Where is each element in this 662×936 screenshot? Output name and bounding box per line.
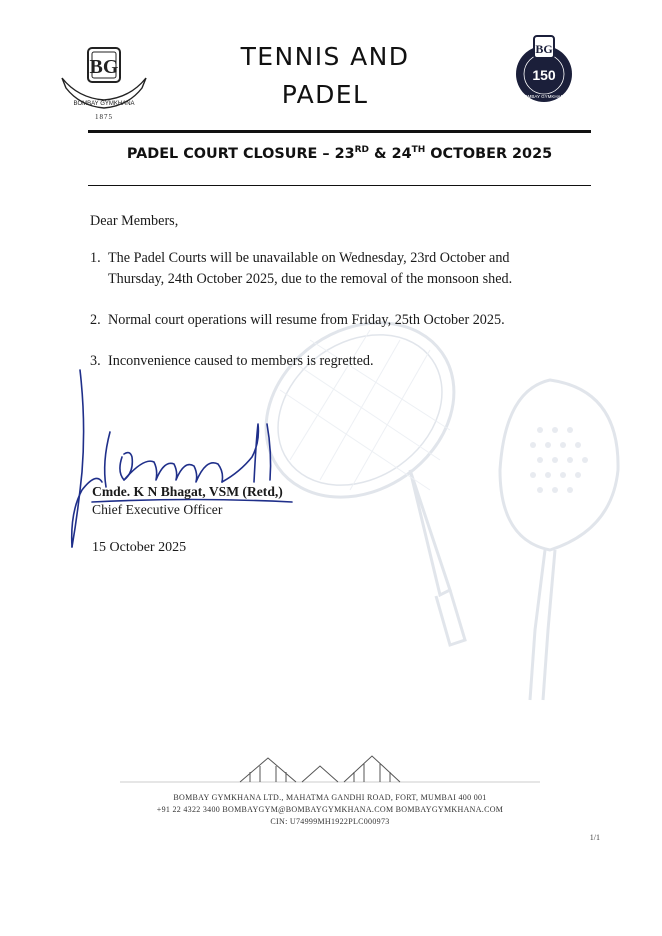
list-item [90, 310, 530, 331]
list-item-text: Inconvenience caused to members is regretted. [108, 353, 374, 369]
svg-text:BG: BG [535, 42, 553, 56]
list-item-number: 1. [90, 250, 101, 266]
title-line-1: TENNIS AND [240, 42, 410, 71]
subject-divider [88, 185, 591, 186]
salutation: Dear Members, [90, 213, 179, 229]
list-item-text: Normal court operations will resume from Friday, 25th October 2025. [108, 312, 505, 328]
footer-address: BOMBAY GYMKHANA LTD., MAHATMA GANDHI ROAD, FORT, MUMBAI 400 001 [173, 793, 487, 802]
crest-ribbon-text: BOMBAY GYMKHANA [73, 101, 135, 107]
list-item [90, 248, 530, 290]
page-title [205, 38, 445, 114]
page-number: 1/1 [589, 833, 600, 842]
title-line-2: PADEL [281, 80, 369, 109]
list-item-text: The Padel Courts will be unavailable on Wednesday, 23rd October and Thursday, 24th October 2025, due to the removal of the monsoon shed. [108, 250, 513, 287]
header-divider-thick [88, 130, 591, 133]
svg-text:BG: BG [89, 56, 119, 78]
footer-cin: CIN: U74999MH1922PLC000973 [270, 817, 390, 826]
footer-block [110, 792, 550, 828]
signatory-title: Chief Executive Officer [92, 502, 223, 517]
emblem-number: 150 [532, 67, 556, 83]
pavilion-roofline-icon [120, 752, 540, 786]
notice-list [90, 248, 530, 372]
150-years-emblem-icon [498, 34, 590, 106]
signatory-name: Cmde. K N Bhagat, VSM (Retd,) [92, 484, 283, 499]
handwritten-signature-icon [62, 362, 302, 562]
list-item-number: 2. [90, 312, 101, 328]
footer-contact: +91 22 4322 3400 BOMBAYGYM@BOMBAYGYMKHANA.COM BOMBAYGYMKHANA.COM [156, 805, 504, 814]
crest-year: 1875 [95, 113, 113, 121]
emblem-ring-text: BOMBAY GYMKHANA [521, 94, 567, 99]
letter-date: 15 October 2025 [92, 540, 187, 555]
bombay-gymkhana-crest-icon [58, 42, 150, 122]
notice-subject: PADEL COURT CLOSURE – 23RD & 24TH OCTOBER 2025 [126, 145, 553, 162]
list-item-number: 3. [90, 353, 101, 369]
